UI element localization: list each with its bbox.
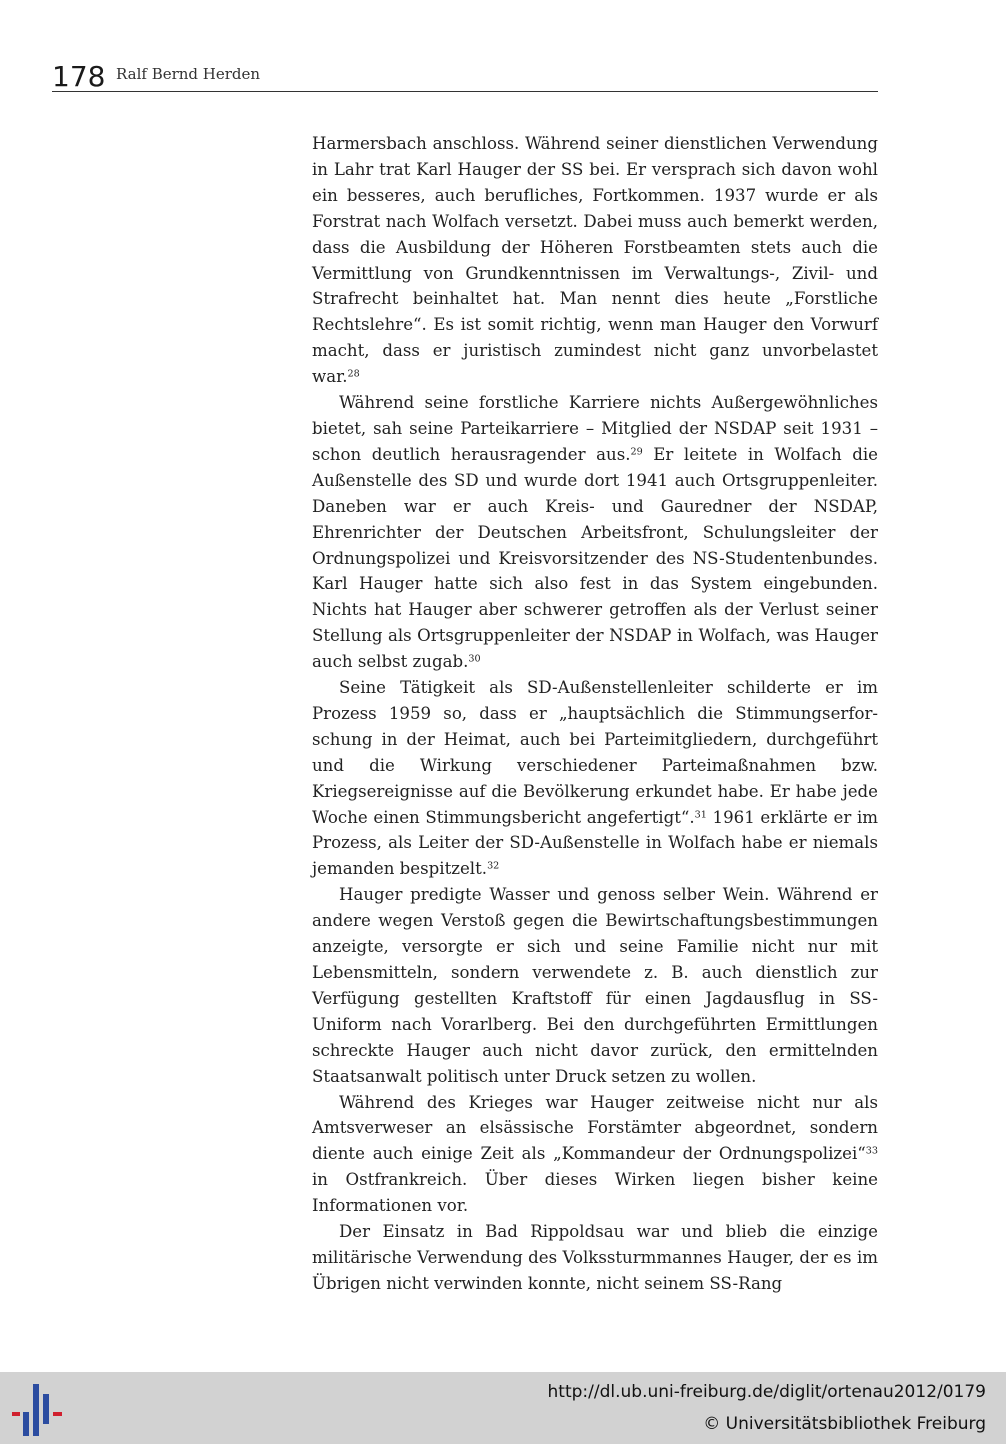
footnote-ref: 30 [468, 653, 481, 665]
source-url-link[interactable]: http://dl.ub.uni-freiburg.de/diglit/ortenau2012/0179 [547, 1382, 986, 1402]
footnote-ref: 33 [865, 1146, 878, 1158]
footnote-ref: 29 [630, 446, 643, 458]
paragraph: Während seine forstliche Karriere nichts Außergewöhnliches bietet, sah seine Parteikarriere – Mitglied der NSDAP seit 1931 – schon deutlich herausragender aus.$^{29}$ Er leitete in Wolfach die Außenstelle des SD und wurde dort 1941 auch Ortsgruppenleiter. Daneben war er auch Kreis- und Gauredner der NSDAP, Ehrenrichter der Deutschen Arbeitsfront, Schulungsleiter der Ordnungspolizei und Kreisvorsitzender des NS-Studentenbundes. Karl Hauger hatte sich also fest in das System eingebunden. Nichts hat Hauger aber schwerer getroffen als der Verlust seiner Stellung als Ortsgruppenleiter der NSDAP in Wolfach, was Hauger auch selbst zugab.$^{30}$ [312, 393, 878, 672]
paragraph: Hauger predigte Wasser und genoss selber Wein. Während er andere wegen Verstoß gegen die Bewirtschaftungsbestimmungen anzeigte, versorgte er sich und seine Familie nicht nur mit Lebensmitteln, sondern verwendete z. B. auch dienstlich zur Verfügung gestellten Kraftstoff für einen Jagdausflug in SS-Uniform nach Vorarlberg. Bei den durchgeführten Ermittlungen schreckte Hauger auch nicht davor zurück, den ermittelnden Staatsanwalt politisch unter Druck setzen zu wollen. [312, 885, 878, 1086]
copyright-notice: © Universitätsbibliothek Freiburg [703, 1414, 986, 1434]
page-footer [0, 1372, 1006, 1444]
ub-freiburg-logo-icon [12, 1384, 64, 1436]
paragraph: Während des Krieges war Hauger zeitweise nicht nur als Amtsverweser an elsässische Forstämter abgeordnet, sondern diente auch einige Zeit als „Kommandeur der Ordnungspolizei“$^{33}$ in Ostfrankreich. Über dieses Wirken liegen bisher keine Informationen vor. [312, 1092, 878, 1216]
footnote-ref: 31 [694, 809, 707, 821]
paragraph: Harmersbach anschloss. Während seiner dienstlichen Verwendung in Lahr trat Karl Hauger der SS bei. Er versprach sich davon wohl ein besseres, auch berufliches, Fortkommen. 1937 wurde er als Forstrat nach Wolfach versetzt. Dabei muss auch bemerkt werden, dass die Ausbildung der Höheren Forstbeamten stets auch die Vermittlung von Grundkenntnissen im Verwaltungs-, Zivil- und Strafrecht beinhaltet hat. Man nennt dies heute „Forstliche Rechtslehre“. Es ist somit richtig, wenn man Hauger den Vorwurf macht, dass er juristisch zumindest nicht ganz unvorbelastet war.$^{28}$ [312, 134, 878, 387]
paragraph: Der Einsatz in Bad Rippoldsau war und blieb die einzige militärische Verwendung des Volkssturmmannes Hauger, der es im Übrigen nicht verwinden konnte, nicht seinem SS-Rang [312, 1222, 878, 1293]
footnote-ref: 32 [487, 861, 500, 873]
footnote-ref: 28 [347, 368, 360, 380]
page-header [52, 58, 878, 92]
body-text [312, 131, 878, 1297]
page-number: 178 [52, 60, 106, 93]
paragraph: Seine Tätigkeit als SD-Außenstellenleiter schilderte er im Prozess 1959 so, dass er „hauptsächlich die Stimmungserforschung in der Heimat, auch bei Parteimitgliedern, durchgeführt und die Wirkung verschiedener Parteimaßnahmen bzw. Kriegsereignisse auf die Bevölkerung erkundet habe. Er habe jede Woche einen Stimmungsbericht angefertigt“.$^{31}$ 1961 erklärte er im Prozess, als Leiter der SD-Außenstelle in Wolfach habe er niemals jemanden bespitzelt.$^{32}$ [312, 678, 878, 879]
running-head: Ralf Bernd Herden [116, 65, 261, 83]
